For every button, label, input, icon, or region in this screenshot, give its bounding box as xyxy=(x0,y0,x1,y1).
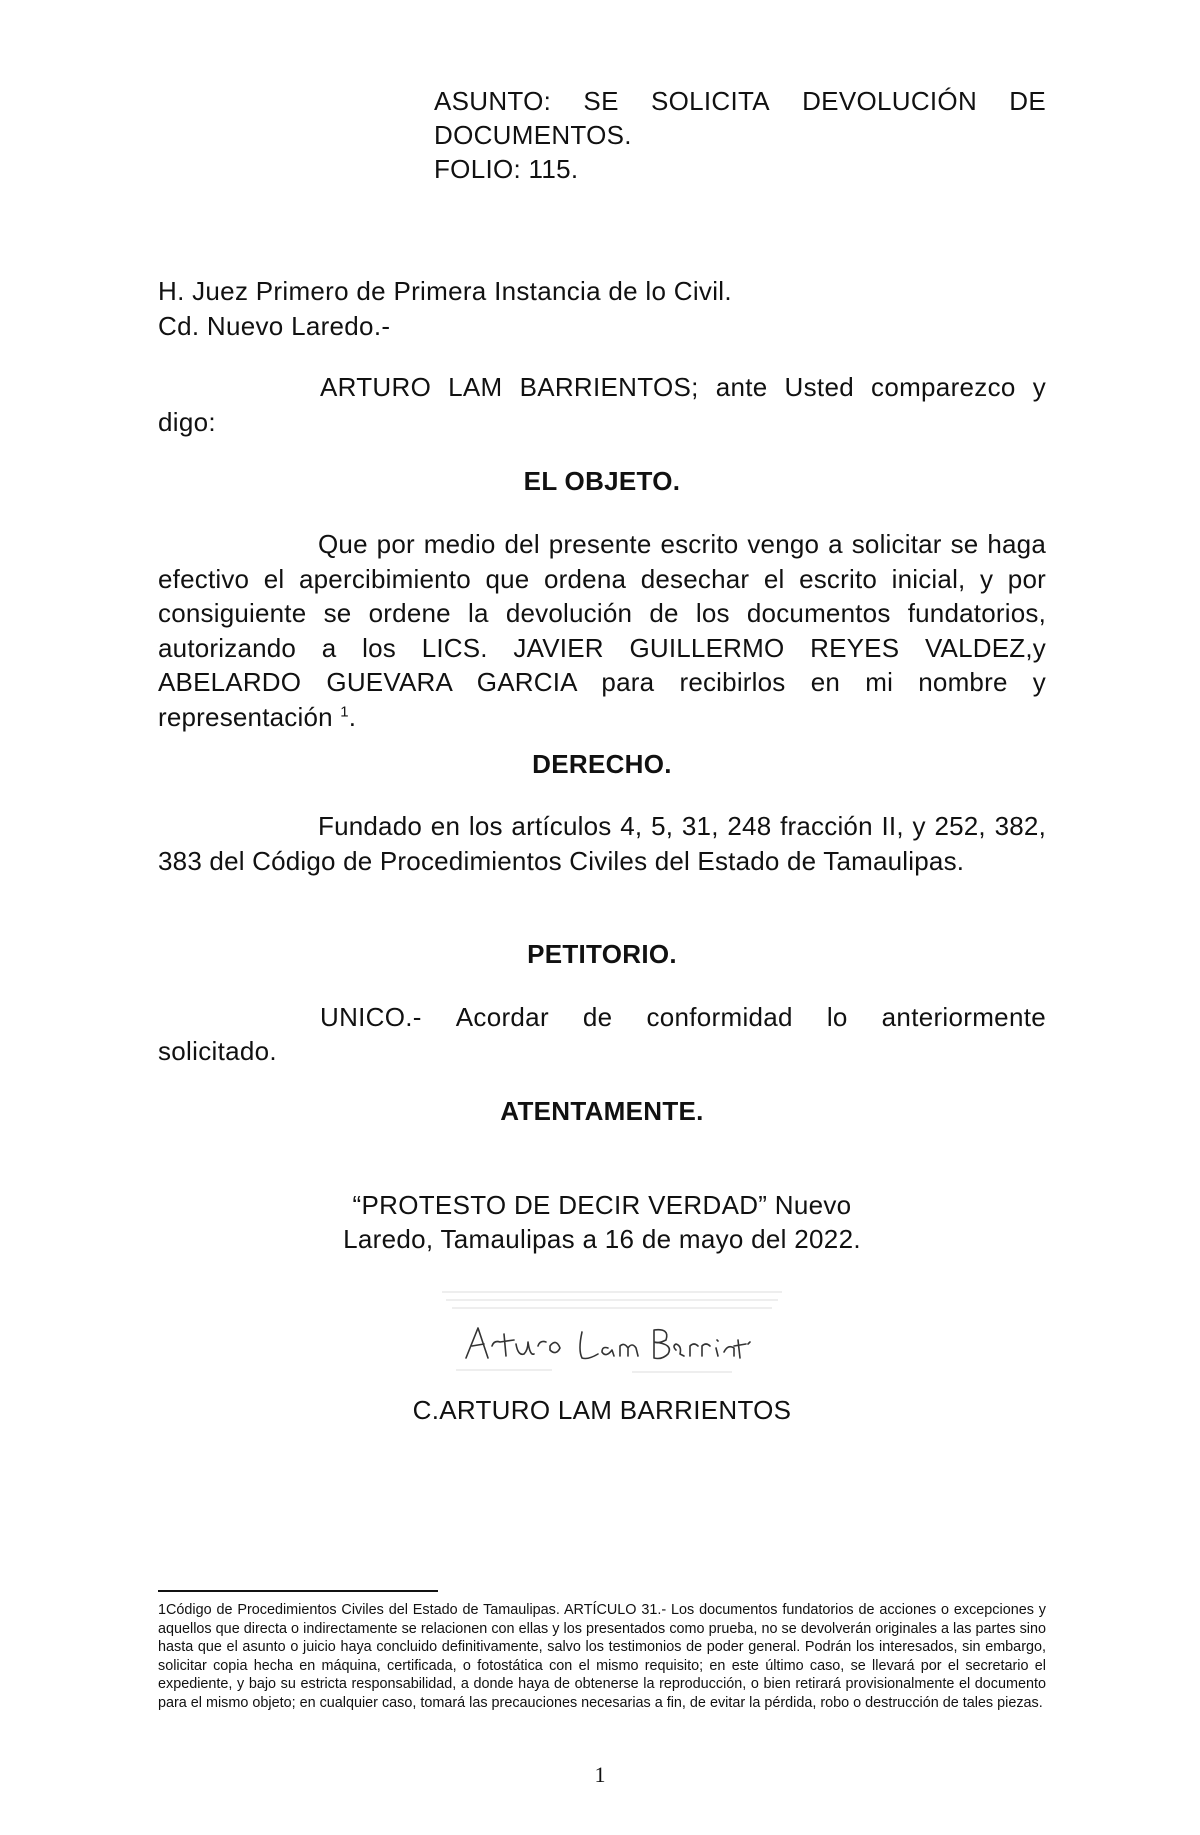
petitorio-word: anteriormente xyxy=(881,1002,1046,1032)
intro-line-2: digo: xyxy=(158,407,216,437)
closing-line-2: Laredo, Tamaulipas a 16 de mayo del 2022. xyxy=(343,1224,861,1254)
objeto-end: . xyxy=(348,701,357,732)
addressee-line-1: H. Juez Primero de Primera Instancia de lo Civil. xyxy=(158,276,732,306)
footnote-reference: 1 xyxy=(340,702,349,720)
asunto-word: DE xyxy=(1009,86,1046,116)
signer-name: C.ARTURO LAM BARRIENTOS xyxy=(412,1395,792,1425)
derecho-text: Fundado en los artículos 4, 5, 31, 248 fracción II, y 252, 382, 383 del Código de Procedimientos Civiles del Estado de Tamaulipas. xyxy=(158,811,1046,876)
derecho-heading: DERECHO. xyxy=(532,749,672,779)
closing-heading: ATENTAMENTE. xyxy=(500,1096,704,1126)
derecho-paragraph xyxy=(158,809,1046,878)
asunto-word: ASUNTO: xyxy=(434,86,552,116)
petitorio-line-2: solicitado. xyxy=(158,1036,277,1066)
signature-scribble xyxy=(432,1280,792,1390)
signature-image xyxy=(432,1280,792,1390)
petitorio-line-1 xyxy=(320,1000,1046,1034)
petitorio-heading: PETITORIO. xyxy=(527,939,677,969)
footnote-text: 1Código de Procedimientos Civiles del Estado de Tamaulipas. ARTÍCULO 31.- Los documentos fundatorios de acciones o excepciones y aquellos que directa o indirectamente se relacionen con ellas y los presentados como prueba, no se devolverán originales a las partes sino hasta que el asunto o juicio haya concluido definitivamente, salvo los testimonios de poder general. Podrán los interesados, sin embargo, solicitar copia hecha en máquina, certificada, o fotostática con el mismo requisito; en este último caso, se llevará por el secretario el expediente, y bajo su estricta responsabilidad, a donde haya de obtenerse la reproducción, o bien retirará provisionalmente el documento para el mismo objeto; en cualquier caso, tomará las precauciones necesarias a fin, de evitar la pérdida, robo o destrucción de tales piezas. xyxy=(158,1602,1046,1711)
petitorio-word: lo xyxy=(826,1002,848,1032)
asunto-word: DEVOLUCIÓN xyxy=(802,86,978,116)
objeto-heading: EL OBJETO. xyxy=(523,466,681,496)
addressee-line-2: Cd. Nuevo Laredo.- xyxy=(158,311,391,341)
petitorio-word: Acordar xyxy=(455,1002,549,1032)
petitorio-word: UNICO.- xyxy=(320,1002,422,1032)
intro-line-1: ARTURO LAM BARRIENTOS; ante Usted comparezco y xyxy=(320,372,1046,402)
asunto-line-1 xyxy=(434,84,1046,118)
petitorio-word: de xyxy=(582,1002,613,1032)
asunto-word: SE xyxy=(583,86,619,116)
page-number: 1 xyxy=(594,1762,606,1787)
footnote-separator xyxy=(158,1590,438,1592)
petitorio-word: conformidad xyxy=(646,1002,793,1032)
folio: FOLIO: 115. xyxy=(434,154,579,184)
asunto-word: SOLICITA xyxy=(650,86,770,116)
objeto-paragraph xyxy=(158,527,1046,734)
closing-line-1: “PROTESTO DE DECIR VERDAD” Nuevo xyxy=(352,1190,852,1220)
asunto-line-2: DOCUMENTOS. xyxy=(434,120,632,150)
objeto-text: Que por medio del presente escrito vengo a solicitar se haga efectivo el apercibimiento que ordena desechar el escrito inicial, y por consiguiente se ordene la devolución de los documentos fundatorios, autorizando a los LICS. JAVIER GUILLERMO REYES VALDEZ,y ABELARDO GUEVARA GARCIA para recibirlos en mi nombre y representación xyxy=(158,529,1046,732)
